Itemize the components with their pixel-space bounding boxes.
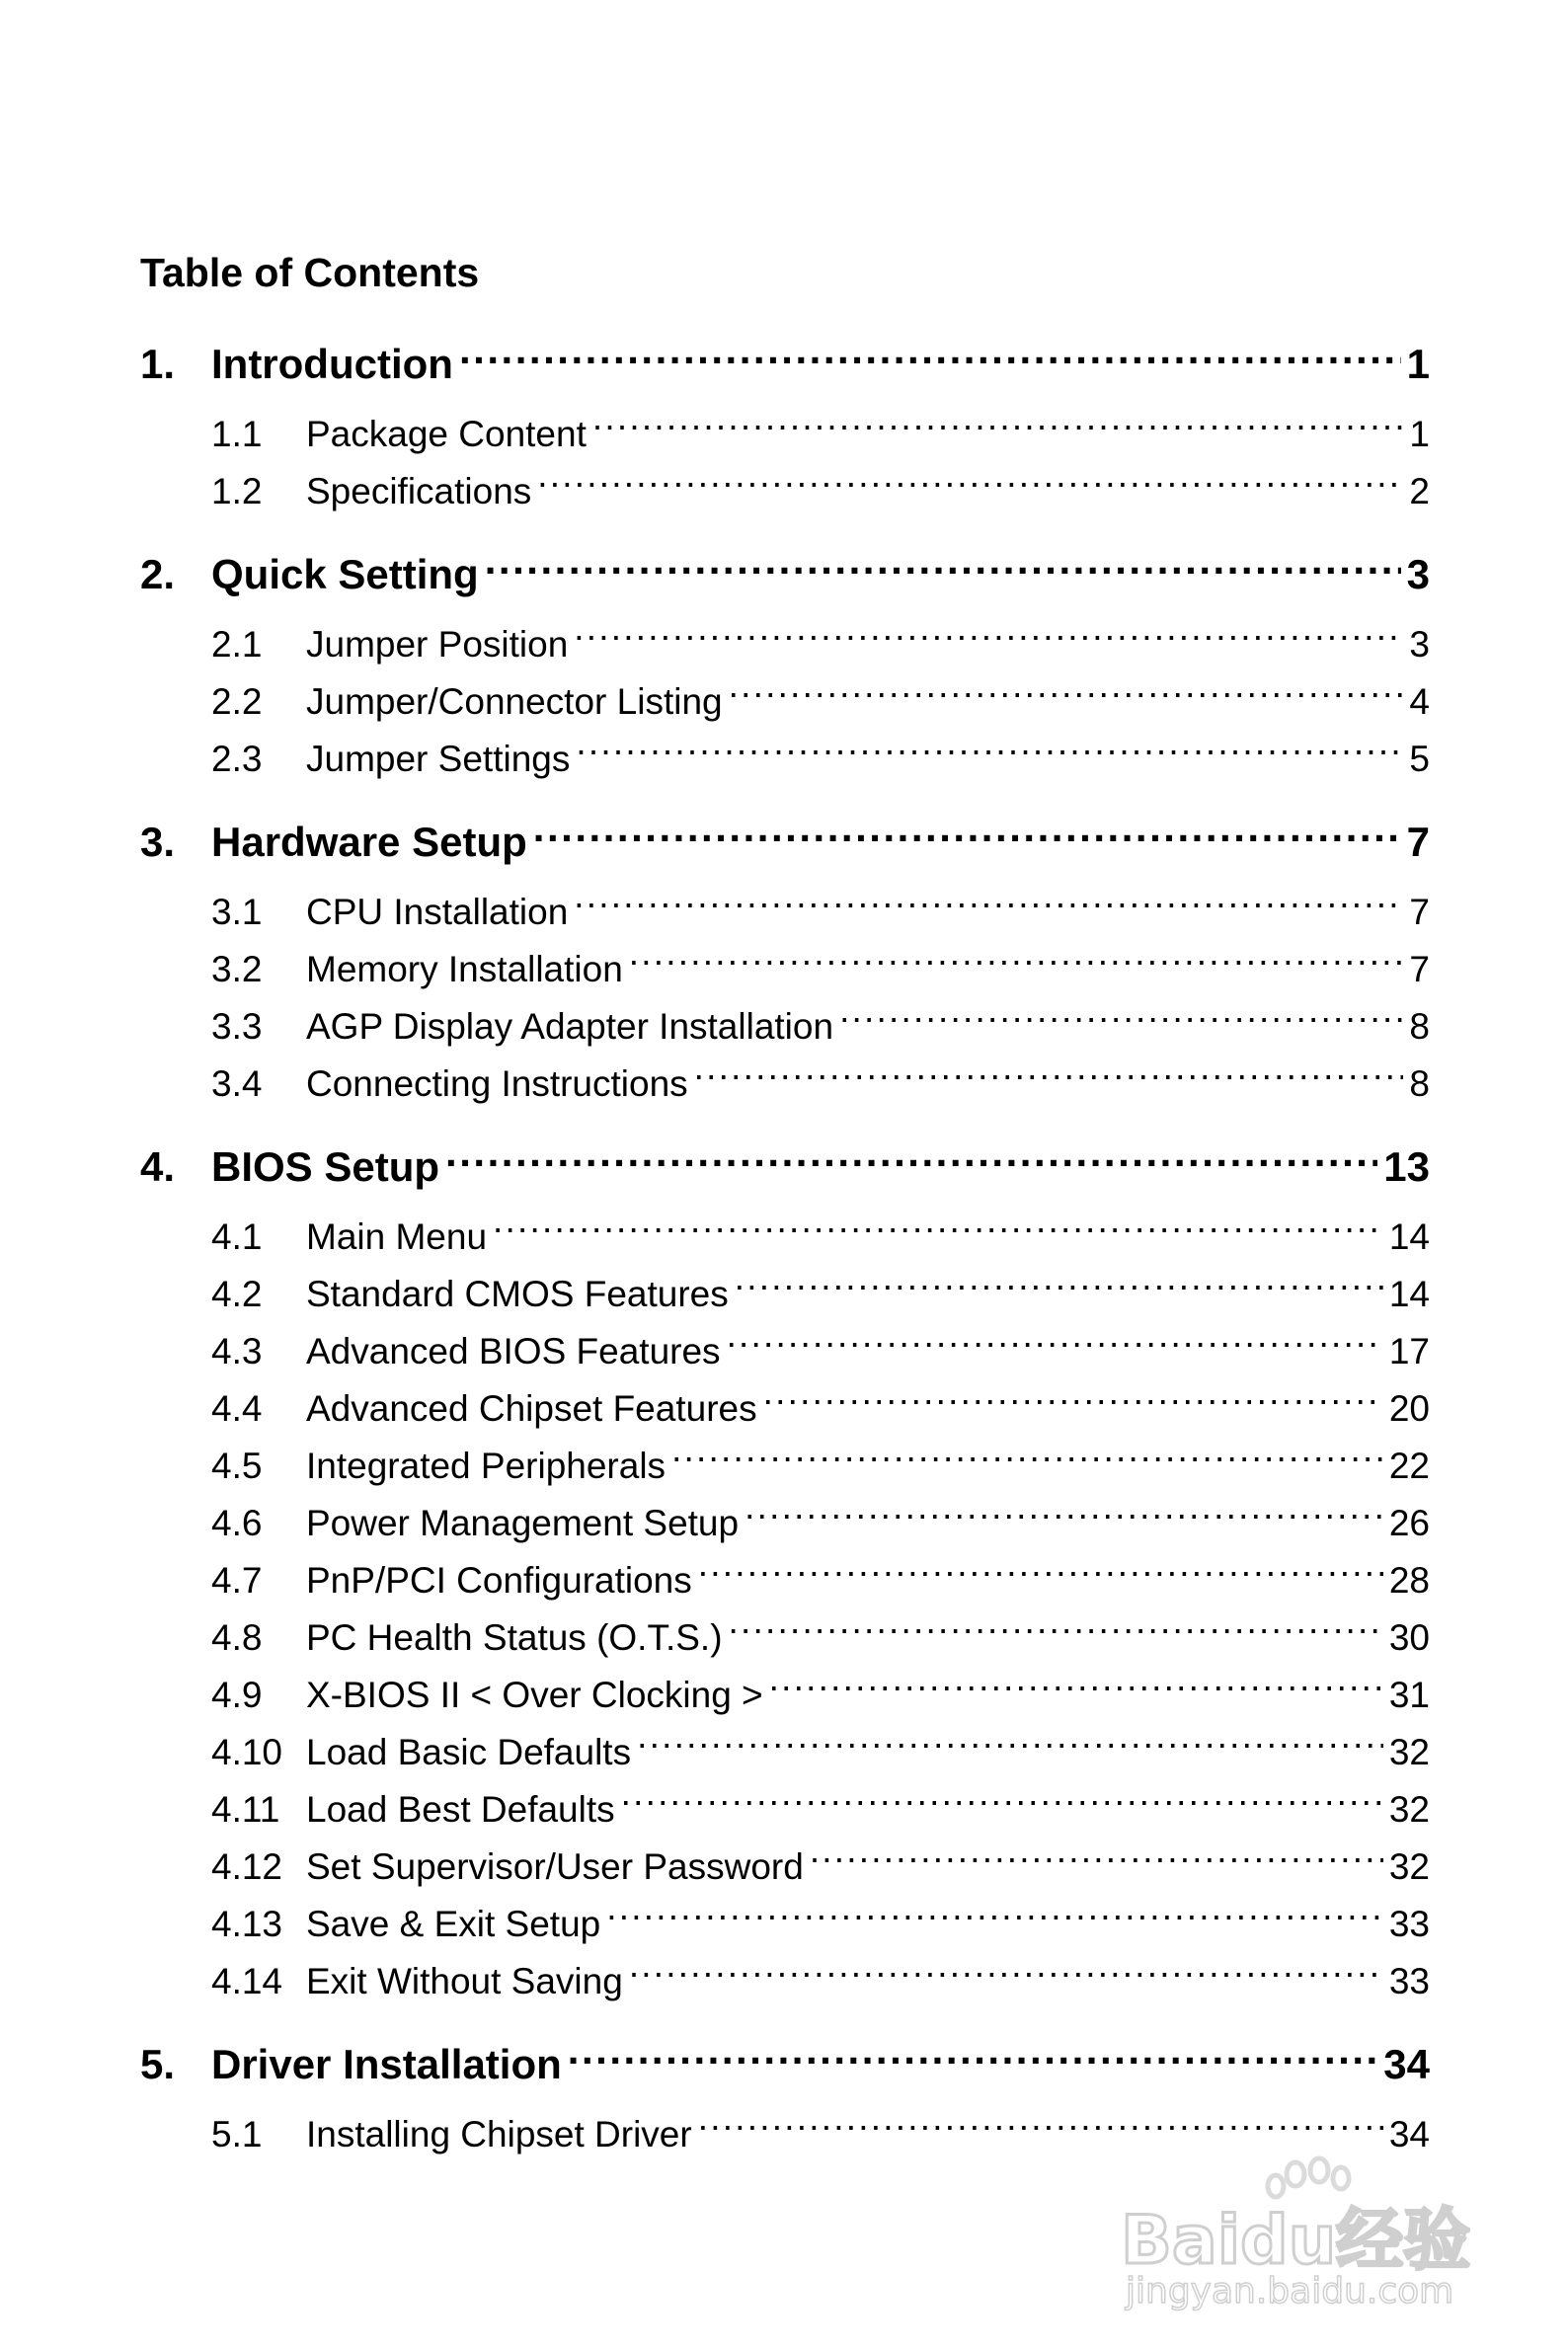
entry-page-number: 13 [1383, 1143, 1430, 1190]
entry-page-number: 32 [1388, 1732, 1430, 1772]
toc-section-entry[interactable] [140, 1552, 1430, 1609]
dot-leader [745, 1503, 1383, 1535]
dot-leader [537, 471, 1403, 504]
toc-section-entry[interactable] [140, 463, 1430, 520]
entry-label: Jumper/Connector Listing [306, 681, 723, 722]
dot-leader [606, 1904, 1383, 1936]
dot-leader [763, 1388, 1383, 1421]
entry-number: 4.5 [211, 1446, 263, 1486]
toc-section-entry[interactable] [140, 1056, 1430, 1113]
toc-section-entry[interactable] [140, 616, 1430, 673]
entry-number: 2.3 [211, 739, 263, 779]
entry-label: Quick Setting [211, 551, 479, 597]
dot-leader [735, 1274, 1383, 1306]
entry-number: 2.2 [211, 681, 263, 722]
toc-section-entry[interactable] [140, 673, 1430, 731]
entry-label: Advanced BIOS Features [306, 1331, 721, 1371]
entry-page-number: 28 [1388, 1560, 1430, 1601]
dot-leader [727, 1331, 1383, 1364]
dot-leader [729, 681, 1404, 714]
entry-number: 1.1 [211, 414, 263, 454]
dot-leader [576, 739, 1403, 771]
toc-section-entry[interactable] [140, 1781, 1430, 1839]
dot-leader [592, 414, 1404, 446]
dot-leader [574, 624, 1403, 657]
entry-page-number: 34 [1388, 2114, 1430, 2154]
entry-label: Jumper Settings [306, 739, 571, 779]
entry-label: BIOS Setup [211, 1143, 440, 1190]
dot-leader [769, 1675, 1383, 1707]
entry-page-number: 30 [1388, 1617, 1430, 1658]
entry-label: Installing Chipset Driver [306, 2114, 692, 2154]
entry-number: 2.1 [211, 624, 263, 665]
entry-page-number: 31 [1388, 1675, 1430, 1715]
entry-label: Exit Without Saving [306, 1961, 623, 2001]
dot-leader [493, 1216, 1383, 1249]
entry-label: Package Content [306, 414, 587, 454]
entry-number: 3.3 [211, 1006, 263, 1047]
entry-number: 4.8 [211, 1617, 263, 1658]
entry-label: Main Menu [306, 1216, 488, 1257]
entry-page-number: 22 [1388, 1446, 1430, 1486]
dot-leader [568, 2039, 1378, 2078]
entry-label: X-BIOS II < Over Clocking > [306, 1675, 763, 1715]
dot-leader [637, 1732, 1383, 1764]
dot-leader [485, 549, 1401, 588]
entry-page-number: 33 [1388, 1904, 1430, 1944]
toc-section-entry[interactable] [140, 1323, 1430, 1380]
toc-section-entry[interactable] [140, 1667, 1430, 1724]
entry-label: PC Health Status (O.T.S.) [306, 1617, 723, 1658]
entry-label: Memory Installation [306, 949, 623, 989]
entry-page-number: 17 [1388, 1331, 1430, 1371]
toc-section-entry[interactable] [140, 1266, 1430, 1323]
entry-page-number: 7 [1409, 892, 1430, 932]
entry-page-number: 3 [1406, 551, 1430, 597]
entry-page-number: 14 [1388, 1216, 1430, 1257]
dot-leader [533, 817, 1401, 856]
dot-leader [459, 339, 1401, 378]
entry-page-number: 8 [1409, 1006, 1430, 1047]
entry-page-number: 4 [1409, 681, 1430, 722]
dot-leader [729, 1617, 1383, 1650]
dot-leader [698, 1560, 1383, 1593]
toc-section-entry[interactable] [140, 1896, 1430, 1953]
entry-label: Integrated Peripherals [306, 1446, 666, 1486]
toc-chapter-entry[interactable] [140, 336, 1430, 393]
dot-leader [839, 1006, 1403, 1039]
entry-number: 4.11 [211, 1789, 280, 1830]
entry-number: 3.2 [211, 949, 263, 989]
entry-number: 5.1 [211, 2114, 263, 2154]
toc-section-entry[interactable] [140, 998, 1430, 1056]
entry-label: Connecting Instructions [306, 1063, 688, 1104]
entry-label: Driver Installation [211, 2041, 562, 2087]
toc-section-entry[interactable] [140, 731, 1430, 788]
toc-section-entry[interactable] [140, 884, 1430, 941]
entry-label: Introduction [211, 341, 453, 387]
toc-section-entry[interactable] [140, 1209, 1430, 1266]
watermark-url: jingyan.baidu.com [1126, 2271, 1454, 2311]
entry-label: PnP/PCI Configurations [306, 1560, 692, 1601]
entry-page-number: 34 [1383, 2041, 1430, 2087]
entry-page-number: 33 [1388, 1961, 1430, 2001]
entry-number: 4.13 [211, 1904, 283, 1944]
entry-page-number: 5 [1409, 739, 1430, 779]
entry-label: CPU Installation [306, 892, 569, 932]
entry-label: Jumper Position [306, 624, 569, 665]
entry-number: 4.6 [211, 1503, 263, 1543]
entry-label: AGP Display Adapter Installation [306, 1006, 834, 1047]
toc-section-entry[interactable] [140, 1953, 1430, 2010]
entry-label: Standard CMOS Features [306, 1274, 729, 1314]
dot-leader [694, 1063, 1404, 1096]
entry-number: 4.2 [211, 1274, 263, 1314]
entry-number: 4.10 [211, 1732, 283, 1772]
toc-title: Table of Contents [140, 250, 480, 295]
entry-label: Load Basic Defaults [306, 1732, 632, 1772]
entry-label: Hardware Setup [211, 819, 527, 865]
entry-number: 5. [140, 2041, 176, 2087]
entry-number: 4.7 [211, 1560, 263, 1601]
entry-page-number: 26 [1388, 1503, 1430, 1543]
entry-label: Power Management Setup [306, 1503, 740, 1543]
entry-number: 4. [140, 1143, 176, 1190]
entry-page-number: 7 [1406, 819, 1430, 865]
entry-number: 4.1 [211, 1216, 263, 1257]
entry-number: 4.12 [211, 1846, 283, 1887]
toc-section-entry[interactable] [140, 1839, 1430, 1896]
entry-number: 4.14 [211, 1961, 283, 2001]
dot-leader [629, 1961, 1383, 1994]
entry-page-number: 14 [1388, 1274, 1430, 1314]
dot-leader [671, 1446, 1383, 1478]
toc-section-entry[interactable] [140, 2106, 1430, 2163]
toc-section-entry[interactable] [140, 1380, 1430, 1438]
entry-number: 3.1 [211, 892, 263, 932]
toc-section-entry[interactable] [140, 1609, 1430, 1667]
dot-leader [810, 1846, 1383, 1879]
dot-leader [629, 949, 1404, 981]
entry-label: Load Best Defaults [306, 1789, 615, 1830]
toc-chapter-entry[interactable] [140, 814, 1430, 871]
entry-page-number: 32 [1388, 1846, 1430, 1887]
entry-page-number: 8 [1409, 1063, 1430, 1104]
toc-list [140, 336, 1430, 2163]
entry-page-number: 1 [1406, 341, 1430, 387]
toc-chapter-entry[interactable] [140, 546, 1430, 603]
toc-section-entry[interactable] [140, 406, 1430, 463]
entry-page-number: 20 [1388, 1388, 1430, 1429]
toc-section-entry[interactable] [140, 941, 1430, 998]
entry-page-number: 3 [1409, 624, 1430, 665]
dot-leader [621, 1789, 1383, 1822]
entry-number: 3.4 [211, 1063, 263, 1104]
entry-number: 4.3 [211, 1331, 263, 1371]
dot-leader [574, 892, 1403, 924]
toc-section-entry[interactable] [140, 1438, 1430, 1495]
entry-number: 1. [140, 341, 176, 387]
dot-leader [698, 2114, 1383, 2147]
entry-label: Advanced Chipset Features [306, 1388, 757, 1429]
entry-label: Specifications [306, 471, 532, 511]
entry-page-number: 32 [1388, 1789, 1430, 1830]
toc-section-entry[interactable] [140, 1495, 1430, 1552]
dot-leader [445, 1141, 1377, 1181]
entry-page-number: 1 [1409, 414, 1430, 454]
watermark-brand: Baidu经验 [1121, 2202, 1471, 2280]
toc-chapter-entry[interactable] [140, 2036, 1430, 2093]
entry-label: Save & Exit Setup [306, 1904, 601, 1944]
entry-number: 3. [140, 819, 176, 865]
entry-label: Set Supervisor/User Password [306, 1846, 804, 1887]
toc-section-entry[interactable] [140, 1724, 1430, 1781]
entry-page-number: 2 [1409, 471, 1430, 511]
entry-number: 4.4 [211, 1388, 263, 1429]
toc-chapter-entry[interactable] [140, 1138, 1430, 1196]
entry-page-number: 7 [1409, 949, 1430, 989]
entry-number: 4.9 [211, 1675, 263, 1715]
entry-number: 1.2 [211, 471, 263, 511]
entry-number: 2. [140, 551, 176, 597]
toc-page [140, 0, 1430, 2350]
